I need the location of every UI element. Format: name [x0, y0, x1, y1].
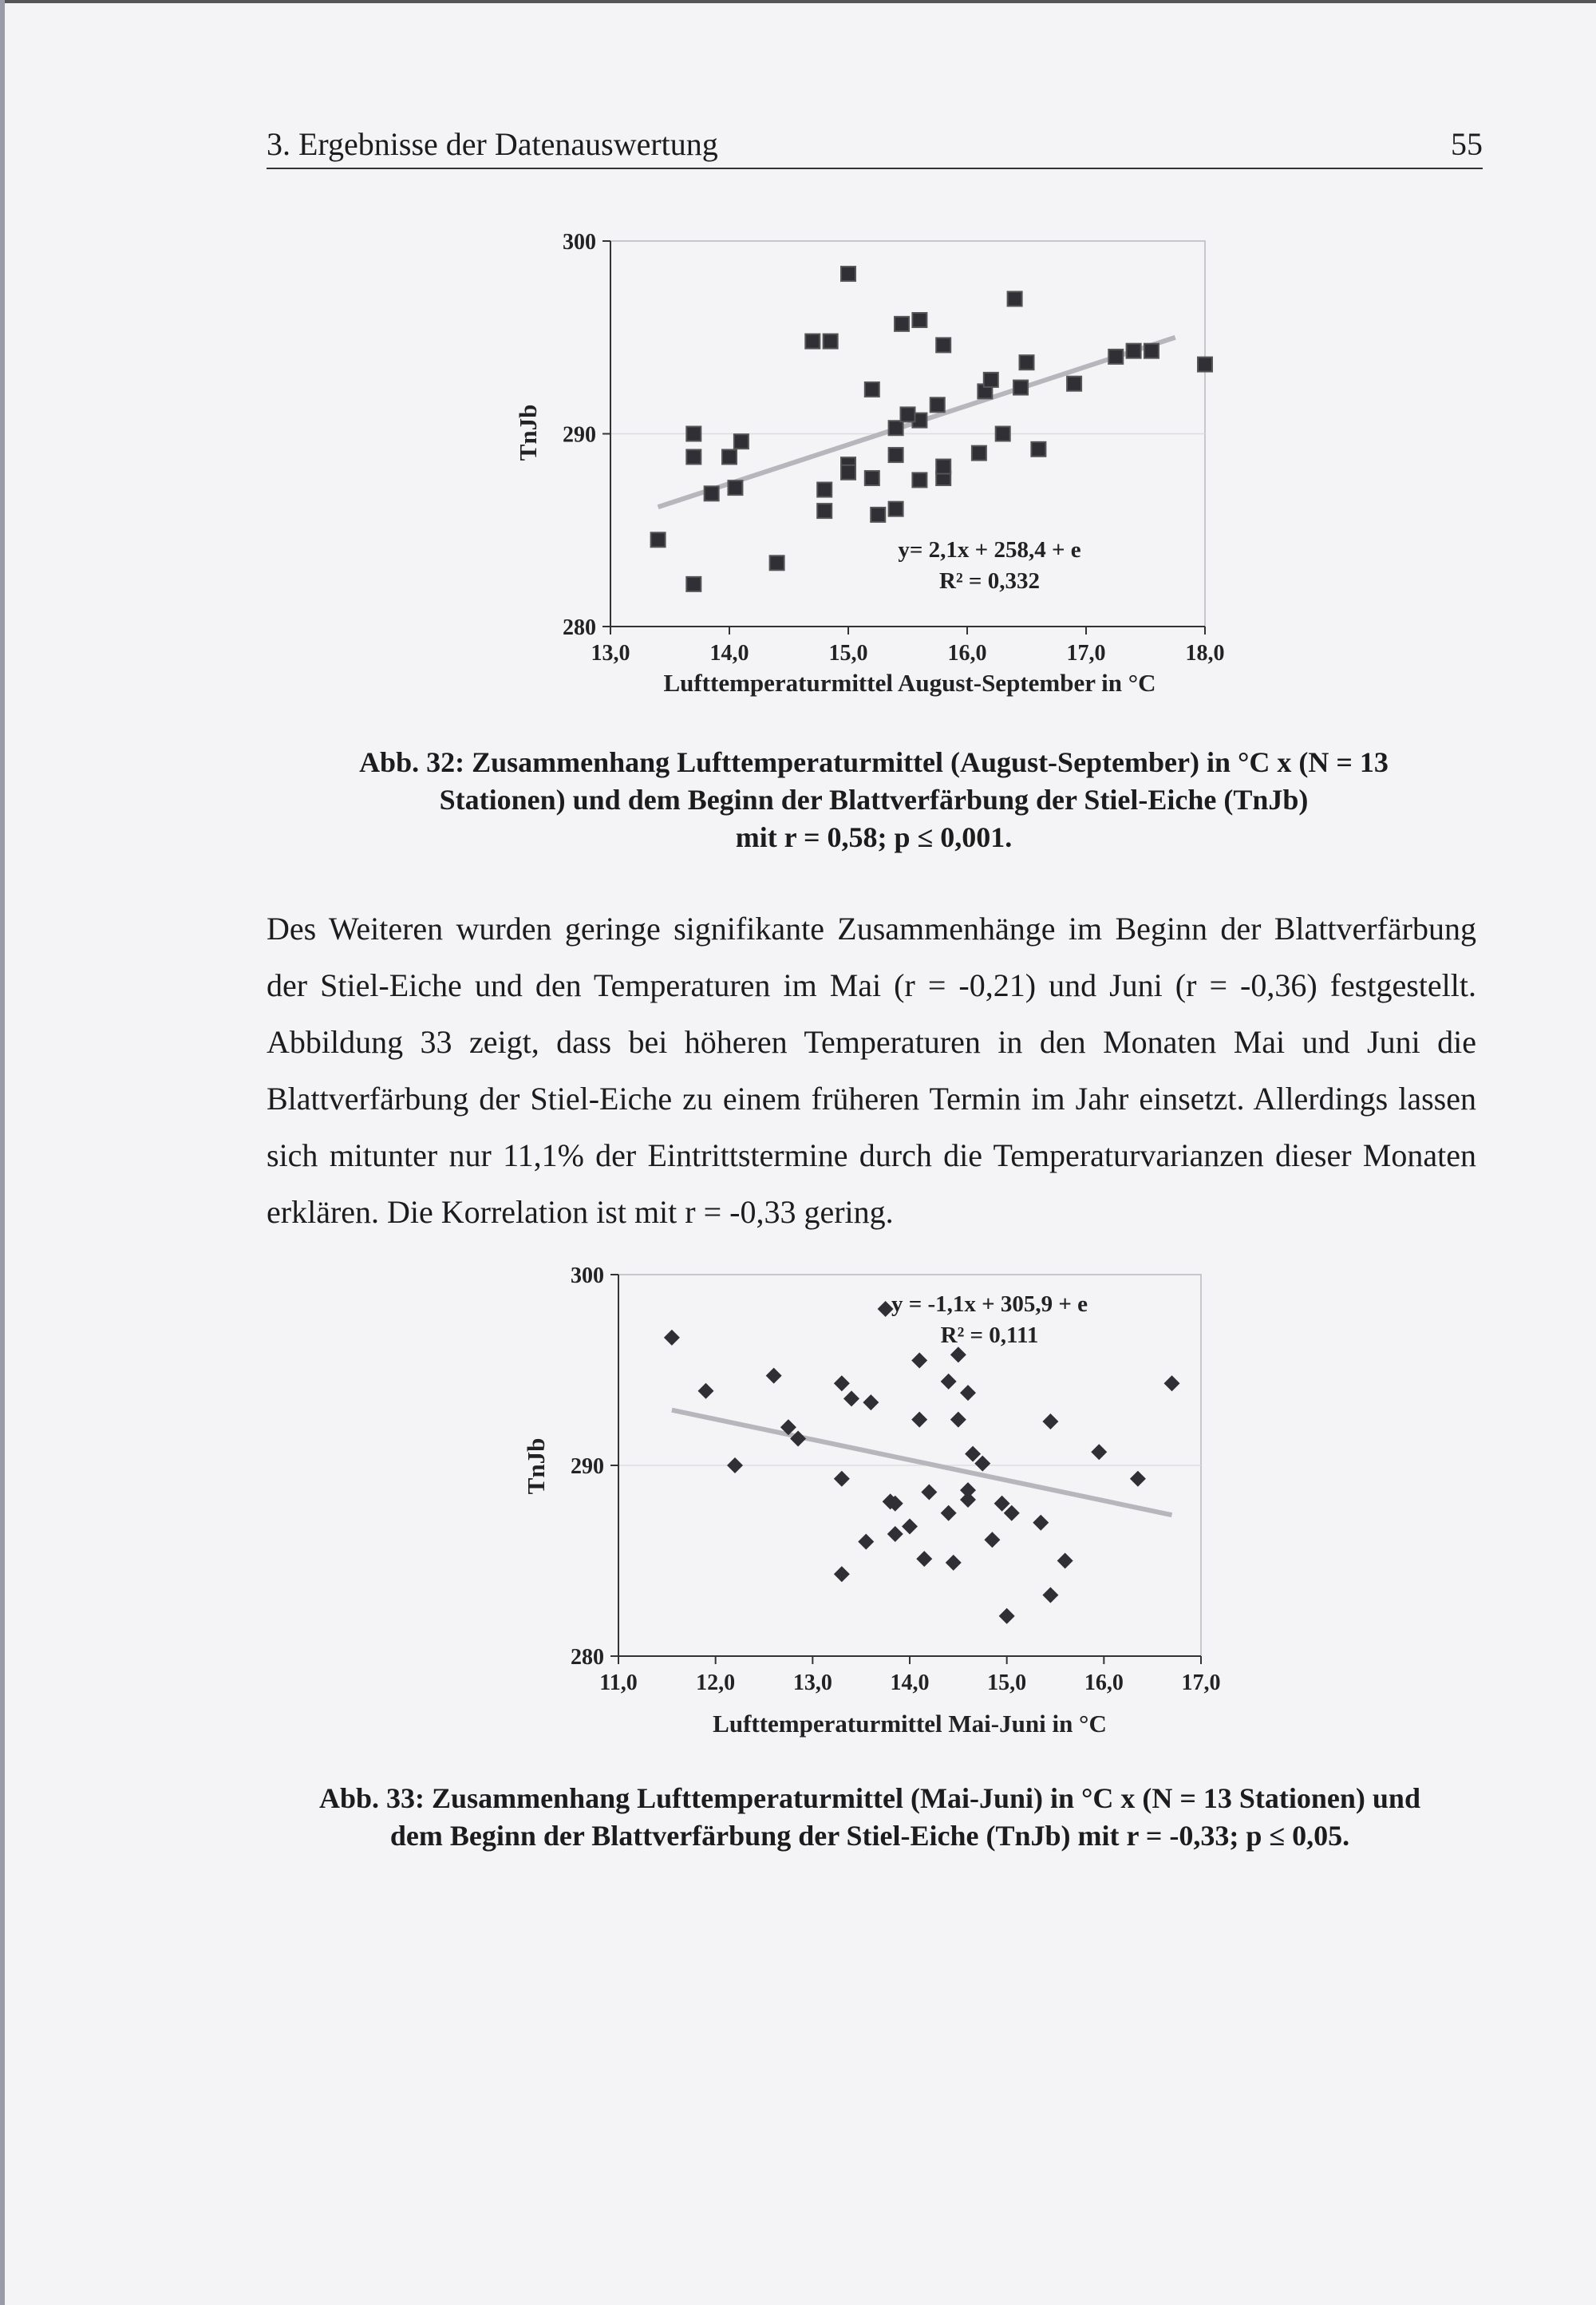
f33-data-point: [1130, 1471, 1146, 1487]
figure-33-equation: y = -1,1x + 305,9 + e: [891, 1291, 1088, 1317]
f32-data-point: [1144, 344, 1159, 358]
f33-x-tick-label: 12,0: [696, 1670, 736, 1695]
f32-data-point: [817, 504, 832, 518]
f32-data-point: [805, 334, 820, 349]
f32-data-point: [895, 317, 909, 331]
f32-data-point: [1020, 355, 1034, 370]
f33-data-point: [941, 1374, 957, 1390]
f32-data-point: [817, 483, 832, 497]
chapter-title: 3. Ergebnisse der Datenauswertung: [267, 126, 718, 162]
f32-data-point: [865, 471, 879, 485]
f33-data-point: [960, 1492, 976, 1508]
f32-data-point: [686, 577, 701, 591]
f32-data-point: [770, 555, 784, 570]
f33-data-point: [1042, 1413, 1058, 1429]
f33-data-point: [999, 1608, 1015, 1624]
f32-data-point: [686, 449, 701, 464]
f33-x-tick-label: 13,0: [792, 1670, 832, 1695]
f32-data-point: [930, 397, 945, 412]
figure-33-y-axis-label: TnJb: [522, 1437, 550, 1495]
f33-data-point: [843, 1390, 859, 1406]
f32-data-point: [871, 508, 885, 522]
f32-data-point: [1108, 350, 1123, 364]
f33-data-point: [941, 1505, 957, 1521]
scan-top-edge: [0, 0, 1596, 3]
f32-data-point: [865, 382, 879, 397]
figure-32-caption-line-3: mit r = 0,58; p ≤ 0,001.: [735, 821, 1013, 853]
f33-data-point: [965, 1446, 981, 1462]
figure-32-caption-line-2: Stationen) und dem Beginn der Blattverfärbung der Stiel-Eiche (TnJb): [439, 784, 1309, 816]
f32-data-point: [1127, 344, 1141, 358]
figure-33-caption-line-1: Abb. 33: Zusammenhang Lufttemperaturmittel (Mai-Juni) in °C x (N = 13 Stationen) und: [319, 1782, 1420, 1814]
f32-x-tick-label: 17,0: [1066, 641, 1106, 666]
f33-x-tick-label: 11,0: [599, 1670, 638, 1695]
f32-data-point: [889, 421, 903, 435]
running-head: [267, 121, 1483, 169]
f32-data-point: [1013, 381, 1028, 395]
f32-data-point: [912, 313, 926, 327]
f33-data-point: [1164, 1375, 1180, 1391]
f33-data-point: [863, 1394, 879, 1410]
f32-data-point: [686, 427, 701, 441]
figure-32-r-squared: R² = 0,332: [939, 568, 1040, 594]
f33-data-point: [984, 1532, 1000, 1548]
f33-data-point: [1042, 1587, 1058, 1603]
f33-data-point: [1091, 1444, 1107, 1460]
f32-data-point: [728, 480, 742, 495]
f33-data-point: [960, 1385, 976, 1401]
figure-32-y-axis-label: TnJb: [514, 404, 542, 461]
figure-33-caption-line-2: dem Beginn der Blattverfärbung der Stiel-Eiche (TnJb) mit r = -0,33; p ≤ 0,05.: [389, 1820, 1350, 1852]
f33-data-point: [950, 1412, 966, 1428]
f33-data-point: [1004, 1505, 1020, 1521]
f32-y-tick-label: 300: [563, 230, 596, 255]
f33-data-point: [946, 1555, 962, 1571]
f33-data-point: [1057, 1553, 1073, 1569]
f33-data-point: [974, 1456, 990, 1472]
f33-data-point: [911, 1353, 927, 1369]
figure-32-x-axis-label: Lufttemperaturmittel August-September in °C: [663, 669, 1156, 697]
f32-data-point: [889, 448, 903, 462]
f32-data-point: [1067, 377, 1081, 391]
f33-data-point: [834, 1471, 850, 1487]
f32-data-point: [824, 334, 838, 349]
f32-data-point: [841, 465, 855, 480]
figure-32-equation: y= 2,1x + 258,4 + e: [898, 537, 1081, 563]
figure-33-caption: [263, 1780, 1476, 1855]
f33-x-tick-label: 15,0: [987, 1670, 1027, 1695]
f32-data-point: [1198, 358, 1212, 372]
f32-data-point: [936, 338, 950, 352]
f32-x-tick-label: 13,0: [591, 641, 630, 666]
f33-data-point: [994, 1496, 1010, 1512]
figure-33-trendline-group: [672, 1410, 1172, 1515]
f33-x-tick-label: 17,0: [1181, 1670, 1221, 1695]
figure-32-caption: [287, 744, 1460, 856]
f32-data-point: [889, 502, 903, 516]
paragraph-text: Des Weiteren wurden geringe signifikante Zusammenhänge im Beginn der Blattverfärbung der Stiel-Eiche und den Temperaturen im Mai (r = -0,21) und Juni (r = -0,36) festgestellt. Abbildung 33 zeigt, dass bei höheren Temperaturen in den Monaten Mai und Juni die Blattverfärbung der Stiel-Eiche zu einem früheren Termin im Jahr einsetzt. Allerdings lassen sich mitunter nur 11,1% der Eintrittstermine durch die Temperaturvarianzen dieser Monaten erklären. Die Korrelation ist mit r = -0,33 gering.: [267, 911, 1476, 1230]
f33-data-point: [911, 1412, 927, 1428]
f32-data-point: [705, 486, 719, 500]
f33-y-tick-label: 290: [571, 1454, 604, 1479]
f32-x-tick-label: 18,0: [1185, 641, 1225, 666]
figure-33-x-axis-label: Lufttemperaturmittel Mai-Juni in °C: [713, 1710, 1107, 1738]
f32-data-point: [722, 449, 737, 464]
figure-33-r-squared: R² = 0,111: [940, 1323, 1039, 1348]
scan-left-edge: [0, 0, 5, 2305]
f32-data-point: [972, 446, 986, 461]
f32-data-point: [901, 407, 915, 421]
figure-32-scatter-chart: [511, 223, 1245, 702]
f33-y-tick-label: 280: [571, 1645, 604, 1670]
f33-data-point: [887, 1526, 903, 1542]
f33-data-point: [834, 1375, 850, 1391]
figure-33-axes: [571, 1263, 1221, 1695]
figure-33-scatter-chart: [511, 1257, 1245, 1752]
f33-data-point: [834, 1566, 850, 1582]
f33-x-tick-label: 14,0: [890, 1670, 930, 1695]
f32-y-tick-label: 280: [563, 615, 596, 640]
f33-data-point: [1033, 1515, 1049, 1531]
body-paragraph: [267, 900, 1476, 1240]
f32-data-point: [734, 434, 749, 449]
f32-data-point: [651, 532, 666, 547]
f33-data-point: [727, 1457, 743, 1473]
f32-x-tick-label: 14,0: [709, 641, 749, 666]
f32-data-point: [1008, 291, 1022, 306]
f32-y-tick-label: 290: [563, 422, 596, 448]
f32-data-point: [984, 373, 998, 387]
f33-data-point: [916, 1551, 932, 1567]
figure-32-svg: [511, 223, 1245, 702]
figure-33-svg: [511, 1257, 1245, 1752]
f33-data-point: [766, 1368, 782, 1384]
f32-data-point: [1031, 442, 1045, 457]
f32-data-point: [912, 472, 926, 487]
f33-trendline: [672, 1410, 1172, 1515]
f32-data-point: [996, 427, 1010, 441]
f33-data-point: [858, 1534, 874, 1550]
f32-data-point: [936, 460, 950, 474]
f33-x-tick-label: 16,0: [1084, 1670, 1124, 1695]
f33-data-point: [698, 1383, 714, 1399]
page-number: 55: [1451, 126, 1483, 162]
f33-data-point: [902, 1518, 918, 1534]
f32-data-point: [841, 267, 855, 281]
f33-data-point: [950, 1346, 966, 1362]
f33-y-tick-label: 300: [571, 1263, 604, 1288]
f32-x-tick-label: 15,0: [828, 641, 868, 666]
f33-data-point: [921, 1484, 937, 1500]
f32-x-tick-label: 16,0: [947, 641, 987, 666]
f33-data-point: [664, 1330, 680, 1346]
figure-32-caption-line-1: Abb. 32: Zusammenhang Lufttemperaturmittel (August-September) in °C x (N = 13: [359, 746, 1389, 778]
